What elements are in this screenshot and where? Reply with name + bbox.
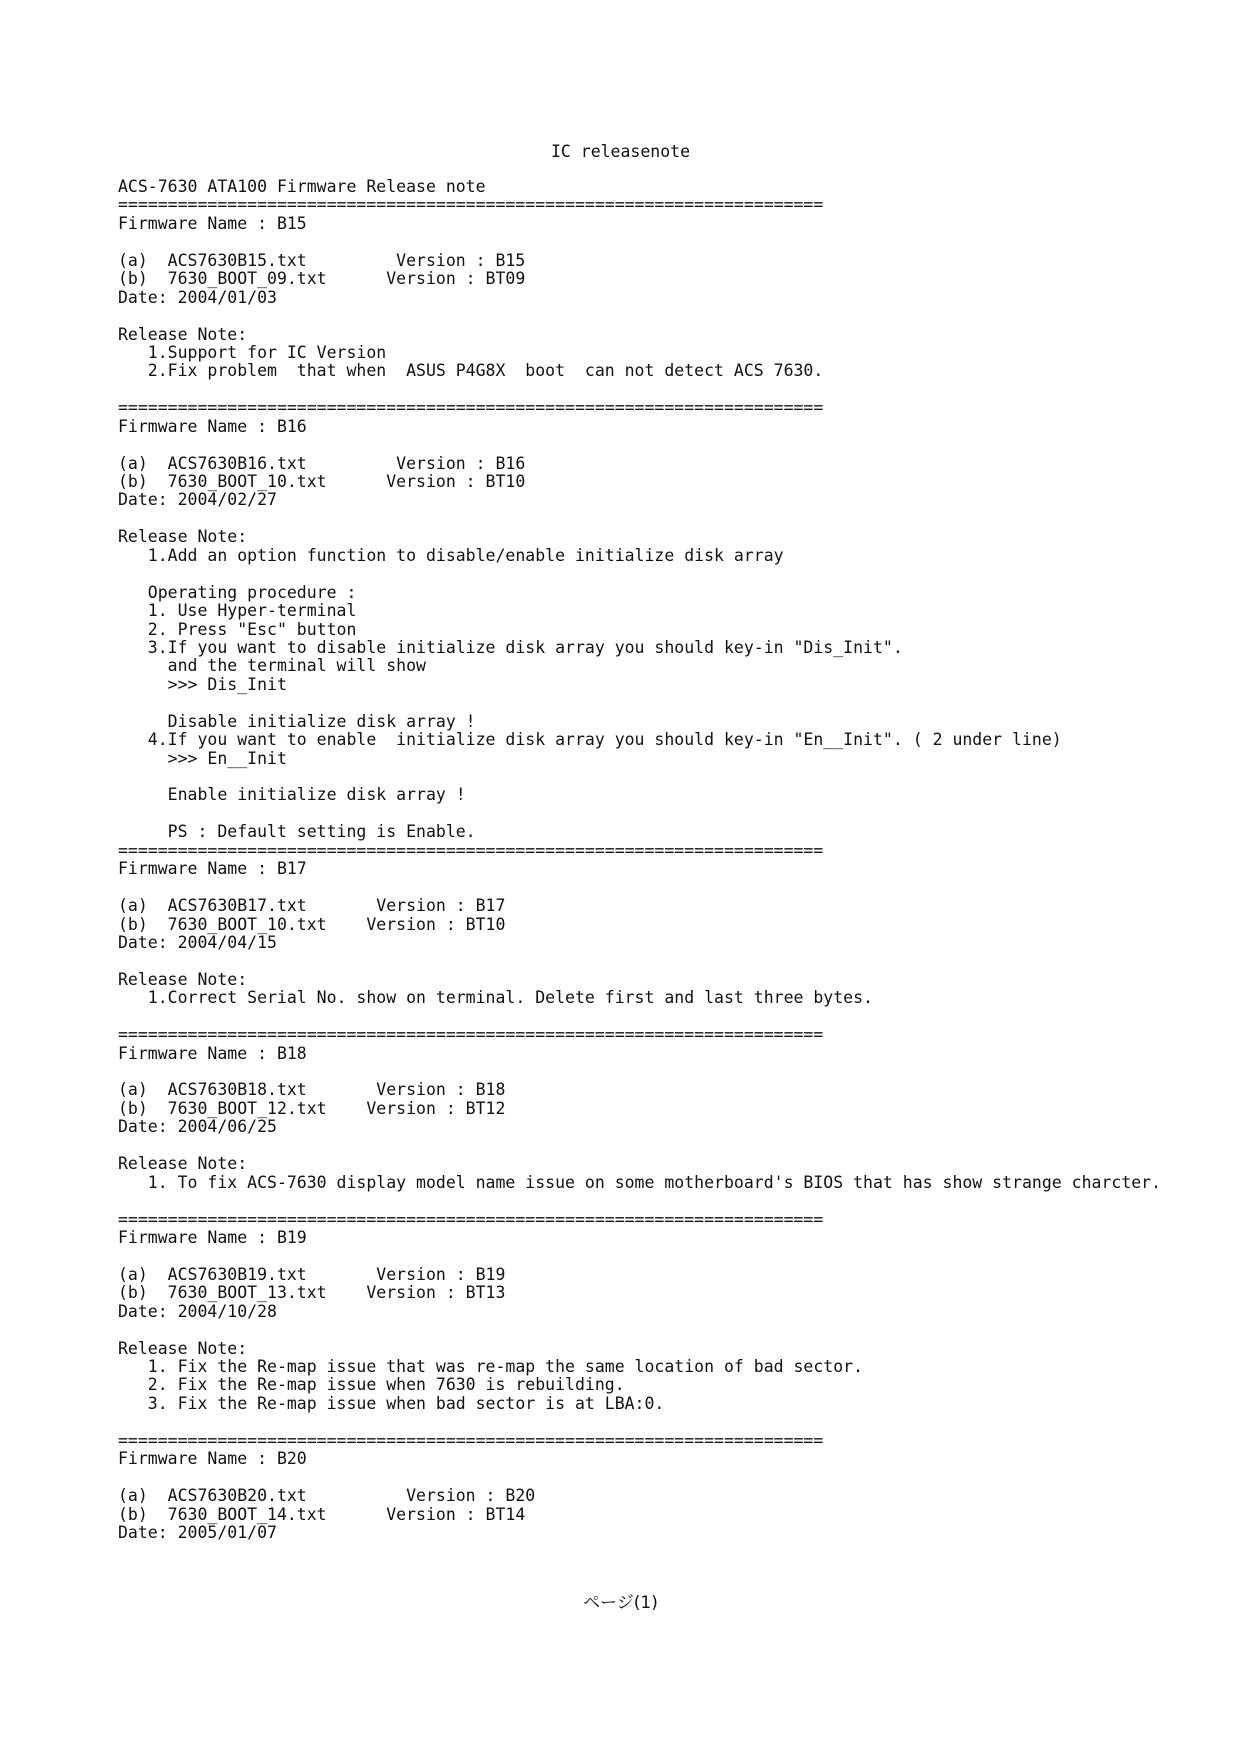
blank-line (118, 1063, 1198, 1081)
blank-line (118, 307, 1198, 325)
date-line: Date: 2005/01/07 (118, 1522, 277, 1542)
blank-line (118, 1413, 1198, 1431)
text-line: Disable initialize disk array ! (118, 711, 476, 731)
text-line: (a) ACS7630B16.txt Version : B16 (118, 453, 526, 473)
date-line: Date: 2004/06/25 (118, 1117, 277, 1137)
text-line: ACS-7630 ATA100 Firmware Release note (118, 177, 486, 196)
blank-line (118, 1137, 1198, 1155)
text-line: 2.Fix problem that when ASUS P4G8X boot can not detect ACS 7630. (118, 361, 824, 381)
separator-line: ======================================================================= (118, 840, 824, 860)
separator-line: ======================================================================= (118, 195, 824, 215)
text-line: 1. Use Hyper-terminal (118, 601, 357, 621)
separator-line: ======================================================================= (118, 1430, 824, 1450)
blank-line (118, 1247, 1198, 1265)
blank-line (118, 1008, 1198, 1026)
text-line: 2. Fix the Re-map issue when 7630 is rebuilding. (118, 1375, 625, 1395)
text-line: 1. Fix the Re-map issue that was re-map the same location of bad sector. (118, 1357, 864, 1376)
text-line: >>> En__Init (118, 748, 287, 768)
text-line: (a) ACS7630B20.txt Version : B20 (118, 1486, 536, 1506)
text-line: and the terminal will show (118, 656, 426, 676)
text-line: (a) ACS7630B15.txt Version : B15 (118, 250, 526, 270)
date-line: Date: 2004/10/28 (118, 1301, 277, 1321)
text-line: (b) 7630_BOOT_10.txt Version : BT10 (118, 472, 526, 491)
text-line: 1.Support for IC Version (118, 342, 387, 362)
date-line: Date: 2004/02/27 (118, 490, 277, 510)
text-line: (b) 7630_BOOT_13.txt Version : BT13 (118, 1283, 506, 1303)
text-line: PS : Default setting is Enable. (118, 822, 476, 842)
text-line: (b) 7630_BOOT_14.txt Version : BT14 (118, 1504, 526, 1524)
blank-line (118, 768, 1198, 786)
firmware-name-line: Firmware Name : B18 (118, 1043, 307, 1063)
text-line: (b) 7630_BOOT_10.txt Version : BT10 (118, 914, 506, 934)
text-line: 1.Add an option function to disable/enable initialize disk array (118, 545, 784, 565)
separator-line: ======================================================================= (118, 398, 824, 418)
blank-line (118, 694, 1198, 712)
page-title: IC releasenote (550, 142, 691, 161)
blank-line (118, 805, 1198, 823)
text-line: 3. Fix the Re-map issue when bad sector is at LBA:0. (118, 1393, 665, 1413)
blank-line (118, 1469, 1198, 1487)
text-line: Enable initialize disk array ! (118, 785, 466, 805)
text-line: 1. To fix ACS-7630 display model name issue on some motherboard's BIOS that has show strange charcter. (118, 1172, 1162, 1192)
blank-line (118, 436, 1198, 454)
text-line: (a) ACS7630B18.txt Version : B18 (118, 1080, 506, 1100)
text-line: Operating procedure : (118, 582, 357, 602)
blank-line (118, 565, 1198, 583)
document-body (118, 178, 1198, 1542)
text-line: (a) ACS7630B19.txt Version : B19 (118, 1264, 506, 1284)
text-line: (a) ACS7630B17.txt Version : B17 (118, 896, 506, 916)
date-line: Date: 2004/01/03 (118, 287, 277, 307)
release-note-heading: Release Note: (118, 324, 248, 344)
text-line: 3.If you want to disable initialize disk array you should key-in "Dis_Init". (118, 637, 903, 657)
blank-line (118, 1321, 1198, 1339)
separator-line: ======================================================================= (118, 1025, 824, 1045)
blank-line (118, 879, 1198, 897)
blank-line (118, 952, 1198, 970)
text-line: (b) 7630_BOOT_09.txt Version : BT09 (118, 269, 526, 289)
blank-line (118, 233, 1198, 251)
release-note-heading: Release Note: (118, 527, 248, 547)
release-note-heading: Release Note: (118, 1154, 248, 1174)
firmware-name-line: Firmware Name : B19 (118, 1227, 307, 1247)
text-line: 1.Correct Serial No. show on terminal. Delete first and last three bytes. (118, 988, 873, 1008)
text-line: 2. Press "Esc" button (118, 619, 357, 639)
firmware-name-line: Firmware Name : B15 (118, 213, 307, 233)
text-line: >>> Dis_Init (118, 674, 287, 694)
separator-line: ======================================================================= (118, 1209, 824, 1229)
text-line: 4.If you want to enable initialize disk array you should key-in "En__Init". ( 2 under line) (118, 730, 1062, 750)
blank-line (118, 510, 1198, 528)
page-number: ページ(1) (583, 1593, 658, 1613)
date-line: Date: 2004/04/15 (118, 932, 277, 952)
firmware-name-line: Firmware Name : B17 (118, 859, 307, 879)
release-note-heading: Release Note: (118, 1338, 248, 1358)
blank-line (118, 1192, 1198, 1210)
blank-line (118, 381, 1198, 399)
firmware-name-line: Firmware Name : B20 (118, 1449, 307, 1469)
release-note-heading: Release Note: (118, 969, 248, 989)
firmware-name-line: Firmware Name : B16 (118, 416, 307, 436)
text-line: (b) 7630_BOOT_12.txt Version : BT12 (118, 1098, 506, 1118)
